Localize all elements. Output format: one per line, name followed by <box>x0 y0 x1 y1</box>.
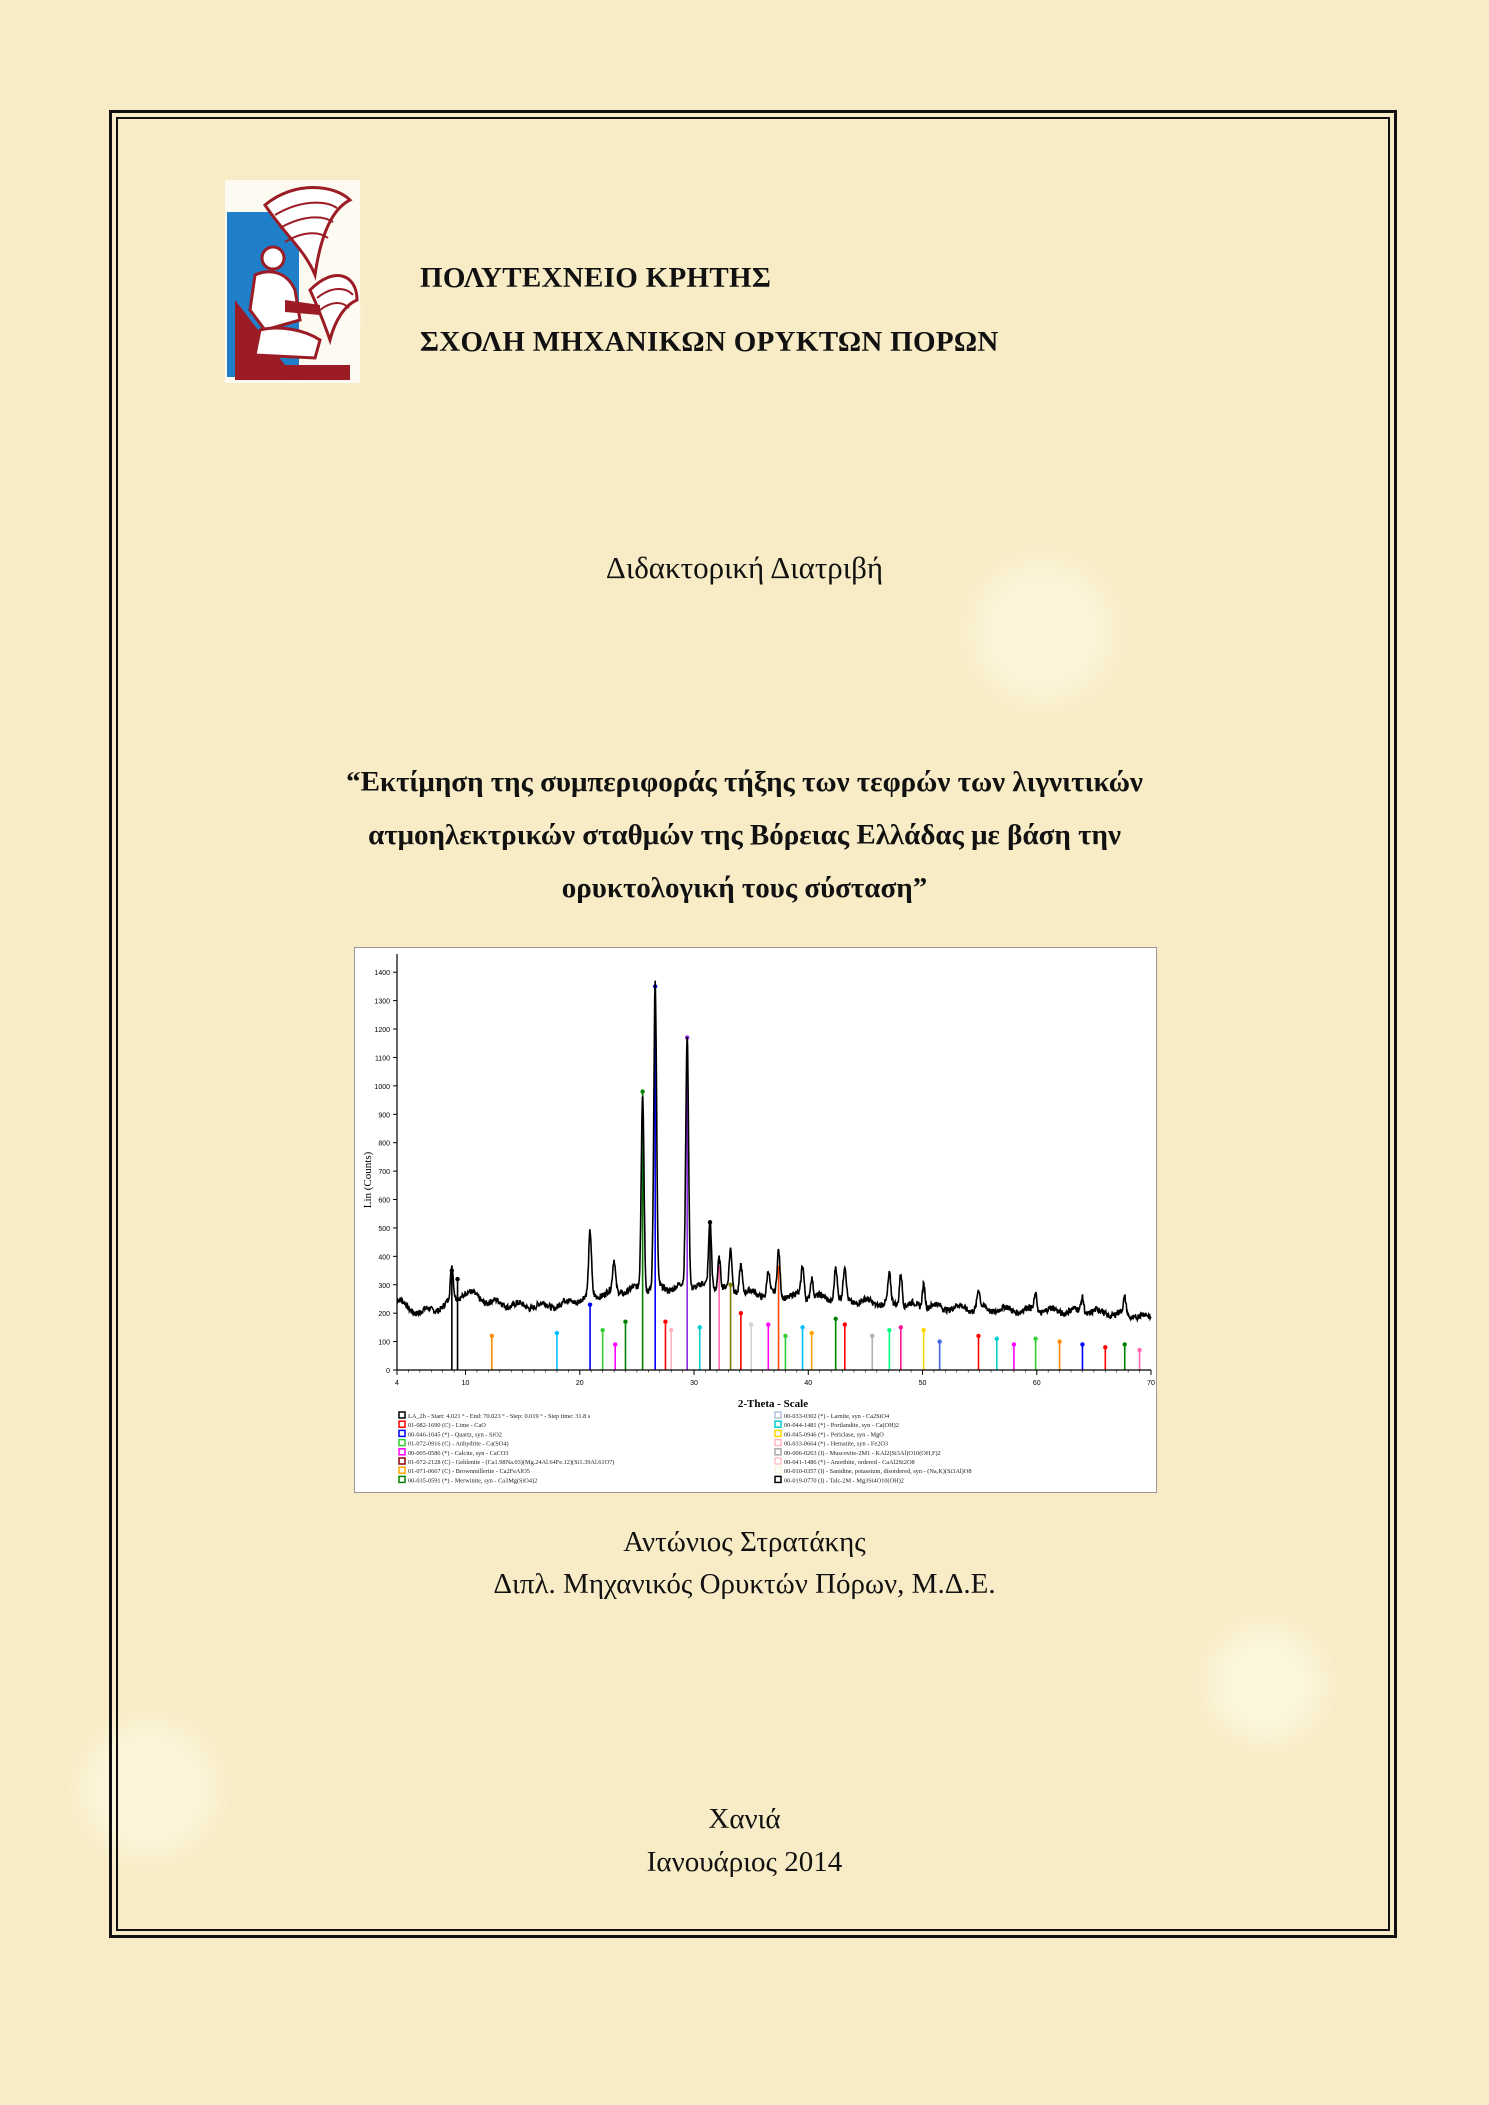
reference-marker <box>623 1319 627 1323</box>
x-tick-label: 60 <box>1032 1380 1041 1387</box>
legend-entry: 01-082-1690 (C) - Lime - CaO <box>408 1422 486 1430</box>
legend-swatch <box>399 1476 405 1482</box>
y-tick-label: 1300 <box>374 998 390 1006</box>
reference-marker <box>976 1334 980 1338</box>
legend-entry: 01-071-0667 (C) - Brownmillerite - Ca2FeAlO5 <box>408 1468 530 1476</box>
reference-marker <box>663 1319 667 1323</box>
legend-swatch <box>399 1458 405 1464</box>
reference-marker <box>1033 1337 1037 1341</box>
legend-entry: 00-041-1486 (*) - Anorthite, ordered - CaAl2Si2O8 <box>784 1459 915 1466</box>
x-tick-label: 20 <box>575 1380 584 1387</box>
x-tick-label: 40 <box>804 1380 813 1387</box>
reference-marker <box>1137 1348 1141 1352</box>
legend-entry: 00-005-0586 (*) - Calcite, syn - CaCO3 <box>408 1449 509 1457</box>
y-tick-label: 900 <box>378 1112 390 1120</box>
legend-entry: 00-046-1045 (*) - Quartz, syn - SiO2 <box>408 1431 502 1439</box>
legend-entry: 01-072-0916 (C) - Anhydrite - Ca(SO4) <box>408 1440 509 1448</box>
reference-marker <box>613 1342 617 1346</box>
legend-entry: LA_2h - Start: 4.021 ° - End: 70.023 ° - Step: 0.019 ° - Step time: 31.8 s <box>408 1413 591 1420</box>
reference-marker <box>555 1331 559 1335</box>
diffraction-pattern-line <box>397 981 1151 1320</box>
legend-swatch <box>775 1421 781 1427</box>
legend-entry: 00-006-0263 (I) - Muscovite-2M1 - KAl2(Si3Al)O10(OH,F)2 <box>784 1449 941 1457</box>
legend-swatch <box>399 1467 405 1473</box>
y-tick-label: 100 <box>378 1339 390 1347</box>
reference-marker <box>995 1337 999 1341</box>
reference-marker <box>870 1334 874 1338</box>
reference-marker <box>669 1328 673 1332</box>
university-name: ΠΟΛΥΤΕΧΝΕΙΟ ΚΡΗΤΗΣ <box>420 262 772 294</box>
x-tick-label: 10 <box>461 1380 470 1387</box>
legend-swatch <box>399 1421 405 1427</box>
legend-entry: 01-072-2128 (C) - Gehlenite - (Ca1.98Na.03)(Mg.24Al.64Fe.12)(Si1.39Al.61O7) <box>408 1459 615 1466</box>
reference-marker <box>455 1277 459 1281</box>
legend-swatch <box>775 1458 781 1464</box>
y-axis-label: Lin (Counts) <box>362 1151 374 1209</box>
legend-swatch <box>775 1476 781 1482</box>
y-tick-label: 0 <box>386 1368 390 1375</box>
author-name: Αντώνιος Στρατάκης <box>623 1526 866 1558</box>
reference-marker <box>843 1322 847 1326</box>
legend-entry: 00-035-0591 (*) - Merwinite, syn - Ca3Mg(SiO4)2 <box>408 1477 538 1485</box>
legend-swatch <box>775 1467 781 1473</box>
reference-marker <box>1103 1345 1107 1349</box>
reference-marker <box>1123 1342 1127 1346</box>
title-line-2: ατμοηλεκτρικών σταθμών της Βόρειας Ελλάδας με βάση την <box>368 819 1121 851</box>
reference-marker <box>640 1089 644 1093</box>
legend-swatch <box>399 1449 405 1455</box>
reference-marker <box>783 1334 787 1338</box>
reference-marker <box>899 1325 903 1329</box>
university-logo <box>225 180 360 383</box>
reference-marker <box>800 1325 804 1329</box>
x-tick-label: 4 <box>395 1380 399 1387</box>
reference-marker <box>766 1322 770 1326</box>
y-tick-label: 800 <box>378 1140 390 1148</box>
y-tick-label: 400 <box>378 1254 390 1262</box>
xrd-chart-svg <box>355 948 1156 1492</box>
legend-entry: 00-033-0664 (*) - Hematite, syn - Fe2O3 <box>784 1440 889 1448</box>
reference-marker <box>1057 1339 1061 1343</box>
title-line-3: ορυκτολογική τους σύσταση” <box>561 872 928 904</box>
legend-entry: 00-044-1481 (*) - Portlandite, syn - Ca(OH)2 <box>784 1422 899 1430</box>
legend-entry: 00-019-0770 (I) - Talc-2M - Mg3Si4O10(OH)2 <box>784 1477 904 1485</box>
y-tick-label: 500 <box>378 1225 390 1233</box>
legend-swatch <box>775 1440 781 1446</box>
reference-marker <box>810 1331 814 1335</box>
title-line-1: “Εκτίμηση της συμπεριφοράς τήξης των τεφρών των λιγνιτικών <box>346 766 1143 798</box>
place: Χανιά <box>708 1803 781 1835</box>
author-degree: Διπλ. Μηχανικός Ορυκτών Πόρων, Μ.Δ.Ε. <box>493 1568 996 1600</box>
reference-marker <box>887 1328 891 1332</box>
legend-entry: 00-010-0357 (I) - Sanidine, potassium, disordered, syn - (Na,K)(Si3Al)O8 <box>784 1468 972 1476</box>
y-tick-label: 1200 <box>374 1027 390 1035</box>
thesis-title <box>0 756 1489 915</box>
y-tick-label: 300 <box>378 1282 390 1290</box>
y-tick-label: 600 <box>378 1197 390 1205</box>
reference-marker <box>937 1339 941 1343</box>
reference-marker <box>490 1334 494 1338</box>
reference-marker <box>739 1311 743 1315</box>
y-tick-label: 1400 <box>374 970 390 978</box>
legend-swatch <box>399 1430 405 1436</box>
legend-swatch <box>775 1430 781 1436</box>
legend-entry: 00-033-0302 (*) - Larnite, syn - Ca2SiO4 <box>784 1413 890 1420</box>
school-name: ΣΧΟΛΗ ΜΗΧΑΝΙΚΩΝ ΟΡΥΚΤΩΝ ΠΟΡΩΝ <box>420 326 999 358</box>
legend-swatch <box>399 1440 405 1446</box>
institution-block <box>420 246 999 374</box>
legend-entry: 00-045-0946 (*) - Periclase, syn - MgO <box>784 1431 884 1439</box>
author-block <box>0 1521 1489 1605</box>
xrd-chart <box>354 947 1157 1493</box>
y-tick-label: 1000 <box>374 1083 390 1091</box>
legend-swatch <box>775 1449 781 1455</box>
reference-marker <box>921 1328 925 1332</box>
reference-marker <box>698 1325 702 1329</box>
reference-marker <box>833 1317 837 1321</box>
reference-marker <box>600 1328 604 1332</box>
x-tick-label: 50 <box>918 1380 927 1387</box>
place-date-block <box>0 1798 1489 1884</box>
reference-marker <box>1080 1342 1084 1346</box>
date: Ιανουάριος 2014 <box>646 1846 843 1878</box>
x-tick-label: 70 <box>1147 1380 1155 1387</box>
reference-marker <box>1012 1342 1016 1346</box>
reference-marker <box>749 1322 753 1326</box>
document-type: Διδακτορική Διατριβή <box>605 550 884 585</box>
y-tick-label: 200 <box>378 1311 390 1319</box>
x-tick-label: 30 <box>690 1380 698 1387</box>
reference-marker <box>728 1283 732 1287</box>
x-axis-label: 2-Theta - Scale <box>737 1398 809 1410</box>
reference-marker <box>588 1302 592 1306</box>
legend-swatch <box>399 1412 405 1418</box>
y-tick-label: 1100 <box>374 1055 390 1063</box>
y-tick-label: 700 <box>378 1169 390 1177</box>
legend-swatch <box>775 1412 781 1418</box>
